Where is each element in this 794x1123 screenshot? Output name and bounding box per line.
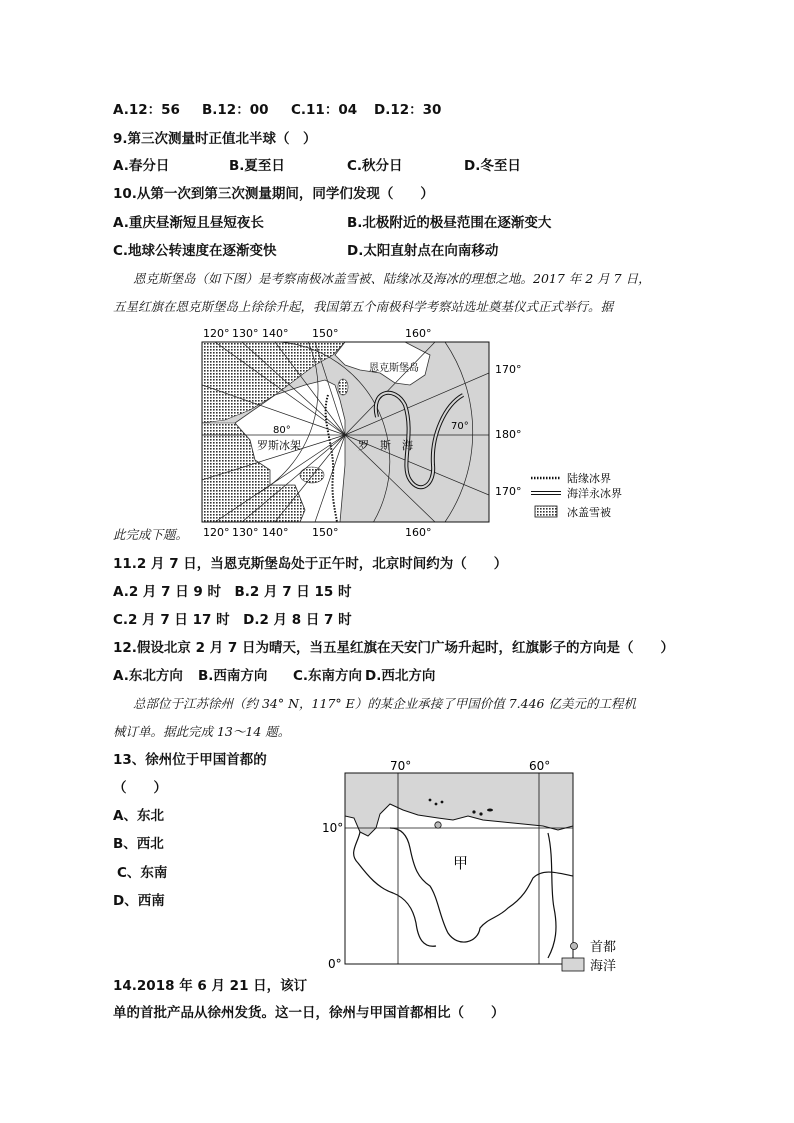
q11-stem: 11.2 月 7 日，当恩克斯堡岛处于正午时，北京时间约为（ ） — [113, 556, 508, 572]
passage2-line1: 总部位于江苏徐州（约 34° N，117° E）的某企业承接了甲国价值 7.446 亿美元的工程机 — [133, 696, 636, 711]
map1-top-lon-150: 150° — [312, 327, 339, 340]
q12-option-a: A.东北方向 — [113, 668, 183, 684]
map2-lon-60: 60° — [529, 759, 551, 773]
map1-top-lon-140: 140° — [262, 327, 289, 340]
map1-legend-sea-ice: 海洋永冰界 — [567, 487, 622, 500]
map1-right-lon-170a: 170° — [495, 363, 522, 376]
map1-lat-80: 80° — [273, 425, 291, 436]
q10-stem: 10.从第一次到第三次测量期间，同学们发现（ ） — [113, 186, 434, 202]
q8-option-d: D.12：30 — [374, 102, 442, 118]
map1-bottom-lon-140: 140° — [262, 526, 289, 539]
q13-option-c: C、东南 — [117, 865, 168, 881]
q12-option-d: D.西北方向 — [365, 668, 436, 684]
map2-lon-70: 70° — [390, 759, 412, 773]
map2-legend-capital: 首都 — [590, 940, 617, 955]
q9-option-b: B.夏至日 — [229, 158, 285, 174]
q9-option-d: D.冬至日 — [464, 158, 521, 174]
capital-marker — [435, 822, 441, 828]
map1-island-label: 恩克斯堡岛 — [369, 363, 419, 374]
map1-bottom-lon-120: 120° — [203, 526, 230, 539]
map1-top-lon-120: 120° — [203, 327, 230, 340]
q9-option-c: C.秋分日 — [347, 158, 403, 174]
q9-option-a: A.春分日 — [113, 158, 170, 174]
q13-option-b: B、西北 — [113, 836, 164, 852]
q8-option-b: B.12：00 — [202, 102, 269, 118]
q10-option-b: B.北极附近的极昼范围在逐渐变大 — [347, 215, 552, 231]
q10-option-d: D.太阳直射点在向南移动 — [347, 243, 499, 259]
q12-stem: 12.假设北京 2 月 7 日为晴天，当五星红旗在天安门广场升起时，红旗影子的方向是（ ） — [113, 640, 675, 656]
q13-stem: 13、徐州位于甲国首都的 — [113, 752, 267, 768]
map1-top-lon-130: 130° — [232, 327, 259, 340]
q10-option-a: A.重庆昼渐短且昼短夜长 — [113, 215, 264, 231]
map1-right-lon-180: 180° — [495, 428, 522, 441]
q13-paren: （ ） — [113, 780, 167, 796]
map2-lat-0: 0° — [328, 957, 342, 971]
q13-option-d: D、西南 — [113, 893, 165, 909]
map2-lat-10: 10° — [322, 821, 344, 835]
map2-country-label: 甲 — [453, 854, 469, 872]
q9-stem: 9.第三次测量时正值北半球（ ） — [113, 131, 317, 147]
q13-option-a: A、东北 — [113, 808, 164, 824]
map1-legend-land-ice: 陆缘冰界 — [567, 472, 611, 485]
passage1-line1: 恩克斯堡岛（如下图）是考察南极冰盖雪被、陆缘冰及海冰的理想之地。2017 年 2 月 7 日， — [133, 271, 651, 286]
ross-sea-map — [195, 325, 645, 540]
q11-options-ab: A.2 月 7 日 9 时 B.2 月 7 日 15 时 — [113, 584, 352, 600]
q12-option-b: B.西南方向 — [198, 668, 268, 684]
q11-options-cd: C.2 月 7 日 17 时 D.2 月 8 日 7 时 — [113, 612, 352, 628]
map2-legend-ocean: 海洋 — [590, 959, 617, 974]
q8-option-a: A.12：56 — [113, 102, 180, 118]
map1-right-lon-170b: 170° — [495, 485, 522, 498]
q14-line2: 单的首批产品从徐州发货。这一日，徐州与甲国首都相比（ ） — [113, 1005, 505, 1021]
passage1-line3: 此完成下题。 — [113, 527, 189, 542]
map1-bottom-lon-130: 130° — [232, 526, 259, 539]
map1-top-lon-160: 160° — [405, 327, 432, 340]
q14-line1: 14.2018 年 6 月 21 日，该订 — [113, 978, 308, 994]
q8-option-c: C.11：04 — [291, 102, 358, 118]
map1-shelf-label: 罗斯冰架 — [257, 439, 301, 452]
map1-bottom-lon-160: 160° — [405, 526, 432, 539]
q10-option-c: C.地球公转速度在逐渐变快 — [113, 243, 277, 259]
map1-legend-ice-cap: 冰盖雪被 — [567, 506, 611, 519]
passage2-line2: 械订单。据此完成 13～14 题。 — [113, 724, 291, 739]
map1-bottom-lon-150: 150° — [312, 526, 339, 539]
passage1-line2: 五星红旗在恩克斯堡岛上徐徐升起，我国第五个南极科学考察站选址奠基仪式正式举行。据 — [113, 299, 614, 314]
map1-lat-70: 70° — [451, 421, 469, 432]
q12-option-c: C.东南方向 — [293, 668, 363, 684]
map1-sea-label: 罗 斯 海 — [358, 439, 413, 452]
country-jia-map — [318, 758, 628, 980]
